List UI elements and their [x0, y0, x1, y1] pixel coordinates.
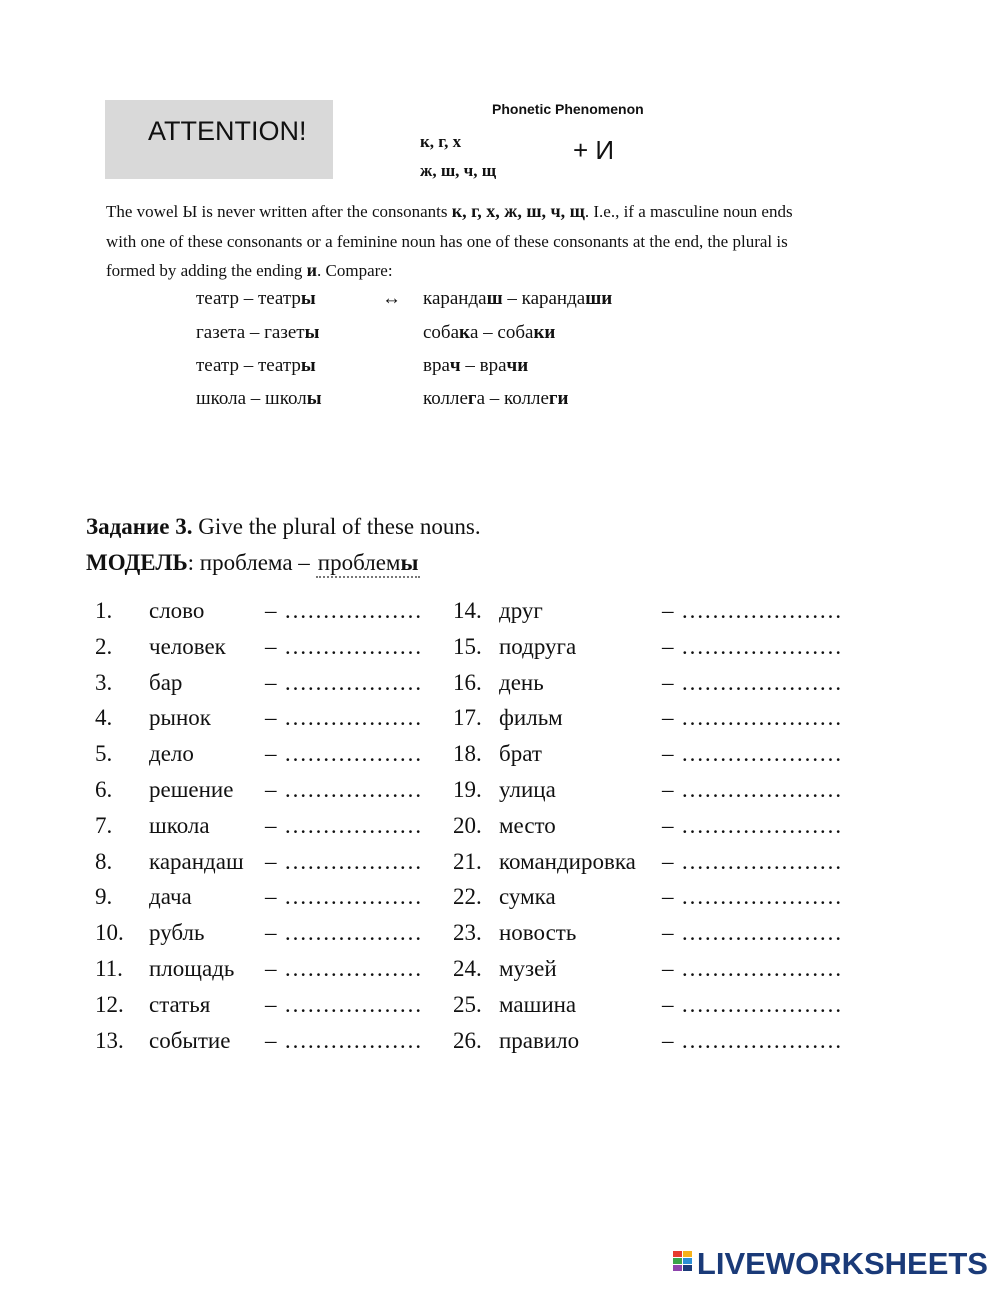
answer-blank[interactable]: ………………	[284, 884, 422, 910]
item-number: 3.	[95, 669, 113, 695]
item-number: 9.	[95, 884, 113, 910]
item-number: 13.	[95, 1027, 124, 1053]
answer-blank[interactable]: ………………	[284, 848, 422, 874]
item-dash: –	[662, 956, 674, 981]
item-word: место	[499, 812, 556, 838]
item-dash: –	[662, 991, 674, 1017]
item-dash: –	[265, 741, 277, 767]
item-word: дело	[149, 741, 194, 767]
compare-right-2: собака – собаки	[423, 322, 556, 343]
answer-blank[interactable]: ………………	[284, 920, 422, 946]
item-number: 23.	[453, 920, 482, 946]
answer-blank[interactable]: …………………	[681, 598, 842, 623]
item-word: командировка	[499, 848, 636, 874]
item-word: новость	[499, 920, 577, 946]
item-word: человек	[149, 633, 226, 659]
item-word: решение	[149, 777, 234, 802]
logo-text: LIVEWORKSHEETS	[696, 1246, 988, 1281]
answer-blank[interactable]: ………………	[284, 1027, 422, 1053]
item-dash: –	[265, 848, 277, 874]
answer-blank[interactable]: ………………	[284, 633, 422, 659]
item-number: 25.	[453, 991, 482, 1017]
item-number: 18.	[453, 741, 482, 767]
answer-blank[interactable]: …………………	[681, 920, 842, 946]
item-word: друг	[499, 598, 543, 623]
item-word: рынок	[149, 705, 211, 731]
answer-blank[interactable]: ………………	[284, 741, 422, 767]
item-number: 2.	[95, 633, 113, 659]
item-dash: –	[662, 633, 674, 659]
answer-blank[interactable]: …………………	[681, 1027, 842, 1053]
task-title: Задание 3. Give the plural of these nouns.	[86, 514, 481, 539]
item-number: 22.	[453, 884, 482, 910]
item-dash: –	[265, 920, 277, 946]
model-answer: проблемы	[316, 550, 421, 578]
item-word: музей	[499, 956, 557, 981]
rule-text-2: . I.e., if a masculine noun ends with one of these consonants or a feminine noun has one of these consonants at the end, the plural is formed by adding the ending	[106, 202, 793, 280]
item-dash: –	[662, 884, 674, 910]
compare-right-4: коллега – коллеги	[423, 388, 569, 409]
liveworksheets-logo[interactable]	[673, 1246, 988, 1282]
answer-blank[interactable]: ………………	[284, 812, 422, 838]
item-number: 12.	[95, 991, 124, 1017]
item-word: бар	[149, 669, 183, 695]
item-dash: –	[265, 956, 277, 981]
answer-blank[interactable]: …………………	[681, 633, 842, 659]
item-number: 20.	[453, 812, 482, 838]
item-dash: –	[662, 669, 674, 695]
compare-left-2: газета – газеты	[196, 322, 320, 343]
rule-text-3: . Compare:	[317, 261, 393, 280]
item-number: 4.	[95, 705, 113, 731]
compare-left-1: театр – театры	[196, 288, 316, 309]
compare-right-1: карандаш – карандаши	[423, 288, 613, 309]
item-number: 6.	[95, 777, 113, 802]
item-word: площадь	[149, 956, 235, 981]
item-word: правило	[499, 1027, 580, 1053]
item-number: 7.	[95, 812, 113, 838]
item-dash: –	[265, 991, 277, 1017]
item-dash: –	[265, 598, 277, 623]
item-word: сумка	[499, 884, 556, 910]
item-word: слово	[149, 598, 205, 623]
item-dash: –	[662, 920, 674, 946]
answer-blank[interactable]: …………………	[681, 741, 842, 767]
phonetic-title: Phonetic Phenomenon	[492, 101, 644, 117]
item-dash: –	[662, 741, 674, 767]
item-number: 15.	[453, 633, 482, 659]
rule-consonants: к, г, х, ж, ш, ч, щ	[451, 201, 585, 221]
compare-left-4: школа – школы	[196, 388, 322, 409]
item-dash: –	[662, 812, 674, 838]
plus-i-label: + И	[573, 135, 615, 165]
item-number: 14.	[453, 598, 482, 623]
answer-blank[interactable]: …………………	[681, 705, 842, 731]
item-word: дача	[149, 884, 192, 910]
item-dash: –	[265, 705, 277, 731]
item-word: статья	[149, 991, 211, 1017]
compare-right-3: врач – врачи	[423, 355, 529, 376]
rule-ending: и	[306, 260, 318, 280]
answer-blank[interactable]: …………………	[681, 777, 842, 802]
liveworksheets-logo-icon	[673, 1251, 693, 1277]
compare-arrow: ↔	[382, 288, 401, 309]
item-dash: –	[662, 705, 674, 731]
compare-left-3: театр – театры	[196, 355, 316, 376]
item-dash: –	[265, 669, 277, 695]
item-number: 1.	[95, 598, 113, 623]
item-word: рубль	[149, 920, 205, 946]
answer-blank[interactable]: ………………	[284, 956, 422, 981]
consonants-line-2: ж, ш, ч, щ	[420, 161, 497, 180]
answer-blank[interactable]: ………………	[284, 705, 422, 731]
item-dash: –	[662, 1027, 674, 1053]
item-number: 21.	[453, 848, 482, 874]
item-number: 10.	[95, 920, 124, 946]
item-dash: –	[662, 777, 674, 802]
item-word: событие	[149, 1027, 231, 1053]
item-dash: –	[265, 884, 277, 910]
item-number: 17.	[453, 705, 482, 731]
item-dash: –	[662, 848, 674, 874]
item-number: 8.	[95, 848, 113, 874]
answer-blank[interactable]: …………………	[681, 991, 842, 1017]
model-example: МОДЕЛЬ: проблема – проблемы	[86, 550, 420, 578]
rule-text-1: The vowel Ы is never written after the consonants	[106, 202, 452, 221]
item-number: 16.	[453, 669, 482, 695]
item-word: карандаш	[149, 848, 244, 874]
answer-blank[interactable]: …………………	[681, 812, 842, 838]
item-dash: –	[265, 1027, 277, 1053]
item-word: улица	[499, 777, 556, 802]
item-word: день	[499, 669, 544, 695]
attention-heading: ATTENTION!	[148, 116, 307, 146]
answer-blank[interactable]: ………………	[284, 777, 422, 802]
answer-blank[interactable]: ………………	[284, 598, 422, 623]
item-word: машина	[499, 991, 577, 1017]
answer-blank[interactable]: …………………	[681, 669, 842, 695]
answer-blank[interactable]: …………………	[681, 884, 842, 910]
answer-blank[interactable]: …………………	[681, 848, 842, 874]
item-word: брат	[499, 741, 542, 767]
item-dash: –	[662, 598, 674, 623]
rule-paragraph	[106, 197, 796, 286]
item-word: фильм	[499, 705, 563, 731]
answer-blank[interactable]: ………………	[284, 991, 422, 1017]
item-dash: –	[265, 812, 277, 838]
item-number: 5.	[95, 741, 113, 767]
answer-blank[interactable]: …………………	[681, 956, 842, 981]
item-number: 19.	[453, 777, 482, 802]
item-word: школа	[149, 812, 210, 838]
item-dash: –	[265, 633, 277, 659]
item-number: 11.	[95, 956, 123, 981]
item-number: 24.	[453, 956, 482, 981]
item-dash: –	[265, 777, 277, 802]
answer-blank[interactable]: ………………	[284, 669, 422, 695]
item-number: 26.	[453, 1027, 482, 1053]
item-word: подруга	[499, 633, 577, 659]
consonants-line-1: к, г, х	[420, 132, 462, 151]
